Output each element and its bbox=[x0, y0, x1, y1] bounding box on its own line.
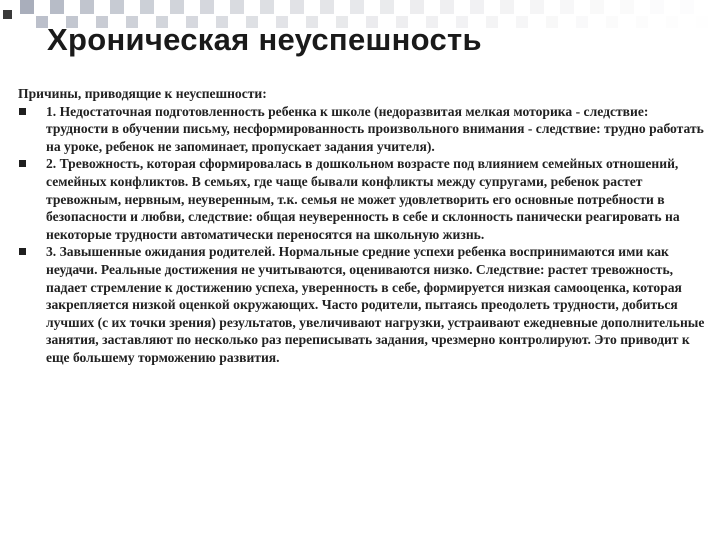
decor-square bbox=[546, 16, 558, 28]
decor-square bbox=[230, 0, 244, 14]
decor-square bbox=[80, 0, 94, 14]
list-item-text: 2. Тревожность, которая сформировалась в дошкольном возрасте под влиянием семейных отношений, семейных конфликтов. В семьях, где чаще бывали конфликты между супругами, ребенок растет тревожным, нервным, неуверенным, т.к. семья не может удовлетворить его основные потребности в безопасности и любви, следствие: общая неуверенность в себе и склонность панически реагировать на некоторые трудности автоматически переносятся на школьную жизнь. bbox=[46, 156, 680, 242]
decor-square bbox=[606, 16, 618, 28]
decor-square bbox=[516, 16, 528, 28]
list-item-text: 3. Завышенные ожидания родителей. Нормальные средние успехи ребенка воспринимаются ими как неудачи. Реальные достижения не учитываются, оцениваются низко. Следствие: растет тревожность, падает стремление к достижению успеха, уверенность в себе, формируется низкая самооценка, которая закрепляется низкой оценкой окружающих. Часто родители, пытаясь преодолеть трудности, добиться лучших (с их точки зрения) результатов, увеличивают нагрузки, устраивают ежедневные дополнительные занятия, заставляют по несколько раз переписывать задания, чрезмерно контролируют. Это приводит к еще большему торможению развития. bbox=[46, 244, 705, 365]
list-item-text: 1. Недостаточная подготовленность ребенка к школе (недоразвитая мелкая моторика - следствие: трудности в обучении письму, несформированность произвольного внимания - следствие: трудно работать на уроке, ребенок не запоминает, пропускает задания учителя). bbox=[46, 103, 704, 154]
decor-square bbox=[440, 0, 454, 14]
square-bullet-icon bbox=[19, 160, 26, 167]
decor-square bbox=[170, 0, 184, 14]
decor-square bbox=[50, 0, 64, 14]
decor-square bbox=[200, 0, 214, 14]
decor-square bbox=[486, 16, 498, 28]
decor-square bbox=[140, 0, 154, 14]
decor-square bbox=[380, 0, 394, 14]
decor-square bbox=[260, 0, 274, 14]
decor-square bbox=[560, 0, 574, 14]
decor-square bbox=[680, 0, 694, 14]
decor-square bbox=[650, 0, 664, 14]
intro-text: Причины, приводящие к неуспешности: bbox=[18, 86, 267, 101]
decor-square bbox=[470, 0, 484, 14]
decor-square bbox=[620, 0, 634, 14]
decor-square-dark bbox=[3, 10, 12, 19]
slide-title: Хроническая неуспешность bbox=[47, 22, 482, 57]
decor-square bbox=[410, 0, 424, 14]
list-item bbox=[18, 155, 712, 243]
causes-list bbox=[18, 103, 712, 367]
decor-square bbox=[350, 0, 364, 14]
decor-square bbox=[590, 0, 604, 14]
decor-square bbox=[530, 0, 544, 14]
list-item bbox=[18, 243, 712, 366]
decor-square bbox=[500, 0, 514, 14]
decor-square bbox=[320, 0, 334, 14]
decor-square bbox=[576, 16, 588, 28]
slide-body bbox=[18, 85, 712, 367]
decor-square bbox=[696, 16, 708, 28]
decor-square bbox=[290, 0, 304, 14]
square-bullet-icon bbox=[19, 248, 26, 255]
square-bullet-icon bbox=[19, 108, 26, 115]
decor-square bbox=[20, 0, 34, 14]
decor-square bbox=[110, 0, 124, 14]
decor-square bbox=[636, 16, 648, 28]
list-item bbox=[18, 103, 712, 156]
decor-square bbox=[666, 16, 678, 28]
